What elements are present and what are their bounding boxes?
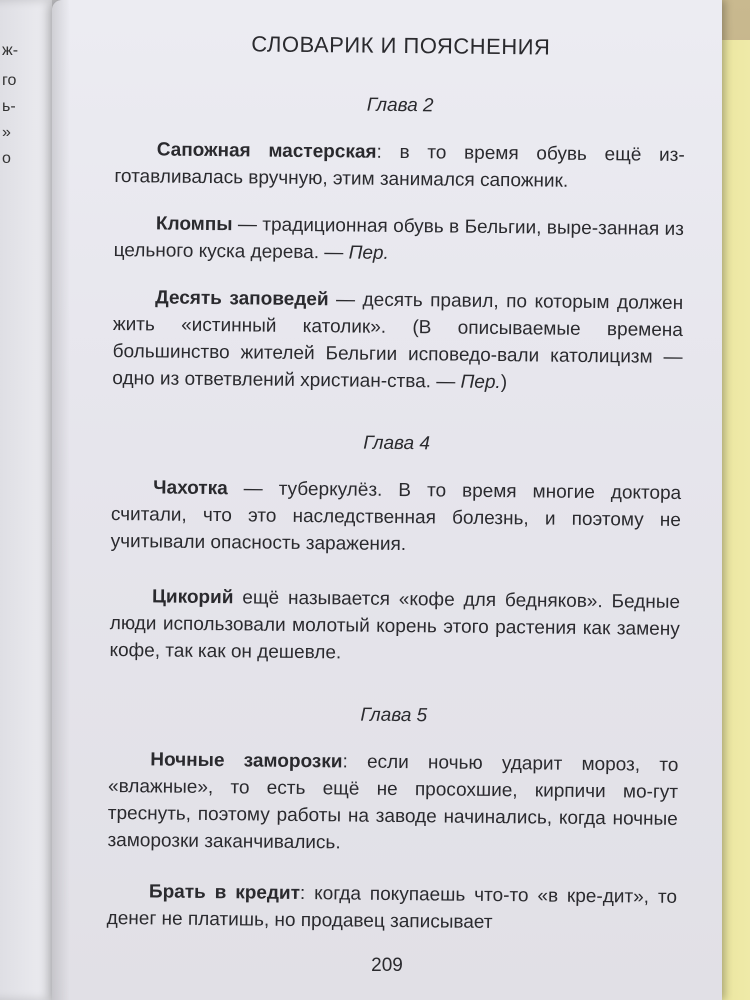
glossary-entry	[111, 474, 682, 561]
glossary-term: Чахотка	[153, 477, 228, 500]
chapter-heading: Глава 4	[363, 432, 431, 455]
left-page-fragment: ь-	[2, 98, 16, 115]
glossary-term: Кломпы	[155, 213, 233, 236]
glossary-entry	[109, 583, 680, 670]
chapter-heading: Глава 2	[366, 94, 434, 117]
glossary-definition: ещё называется «кофе для бедняков». Бедные люди использовали молотый корень этого растения как замену кофе, так как он дешевле.	[109, 587, 681, 664]
glossary-term: Ночные заморозки	[150, 749, 343, 773]
page-gutter-shadow	[52, 0, 70, 1000]
book-page	[52, 0, 722, 1000]
glossary-definition: — туберкулёз. В то время многие доктора считали, что это наследственная болезнь, и поэтому не учитывали опасность заражения.	[110, 478, 682, 556]
page-number: 209	[371, 955, 403, 976]
glossary-definition: — десять правил, по которым должен жить «истинный католик». (В описываемые времена большинство жителей Бельгии исповедо-вали католицизм — одно из ответвлений христиан-ства. —	[112, 289, 684, 393]
left-page-fragment: о	[2, 150, 11, 167]
chapter-heading: Глава 5	[360, 704, 428, 727]
translator-note: Пер.	[348, 242, 389, 264]
glossary-entry	[114, 136, 685, 196]
glossary-entry	[107, 746, 678, 860]
chapter-section	[112, 92, 685, 398]
closing-paren: )	[500, 372, 508, 394]
glossary-definition: — традиционная обувь в Бельгии, выре-занная из цельного куска дерева. —	[113, 214, 685, 264]
chapter-section	[107, 702, 679, 938]
translator-note: Пер.	[460, 371, 501, 394]
page-content	[106, 30, 686, 958]
glossary-term: Брать в кредит	[148, 881, 301, 904]
glossary-entry	[112, 284, 683, 398]
left-page-fragment: го	[2, 72, 17, 89]
glossary-definition: : в то время обувь ещё из-готавливалась вручную, этим занимался сапожник.	[114, 141, 685, 192]
left-page-fragment: »	[2, 124, 11, 141]
glossary-term: Сапожная мастерская	[156, 139, 377, 163]
glossary-term: Цикорий	[151, 586, 234, 609]
page-title: СЛОВАРИК И ПОЯСНЕНИЯ	[251, 31, 551, 60]
glossary-definition: : если ночью ударит мороз, то «влажные», то есть ещё не просохшие, кирпичи мо-гут треснуть, поэтому работы на заводе начинались, когда ночные заморозки заканчивались.	[107, 751, 679, 854]
left-page-fragment: ж-	[2, 42, 19, 59]
glossary-term: Десять заповедей	[155, 287, 329, 311]
glossary-entry	[107, 878, 678, 938]
chapter-section	[109, 430, 681, 670]
glossary-entry	[114, 210, 685, 270]
glossary-definition: : когда покупаешь что-то «в кре-дит», то денег не платишь, но продавец записывает	[106, 882, 678, 933]
